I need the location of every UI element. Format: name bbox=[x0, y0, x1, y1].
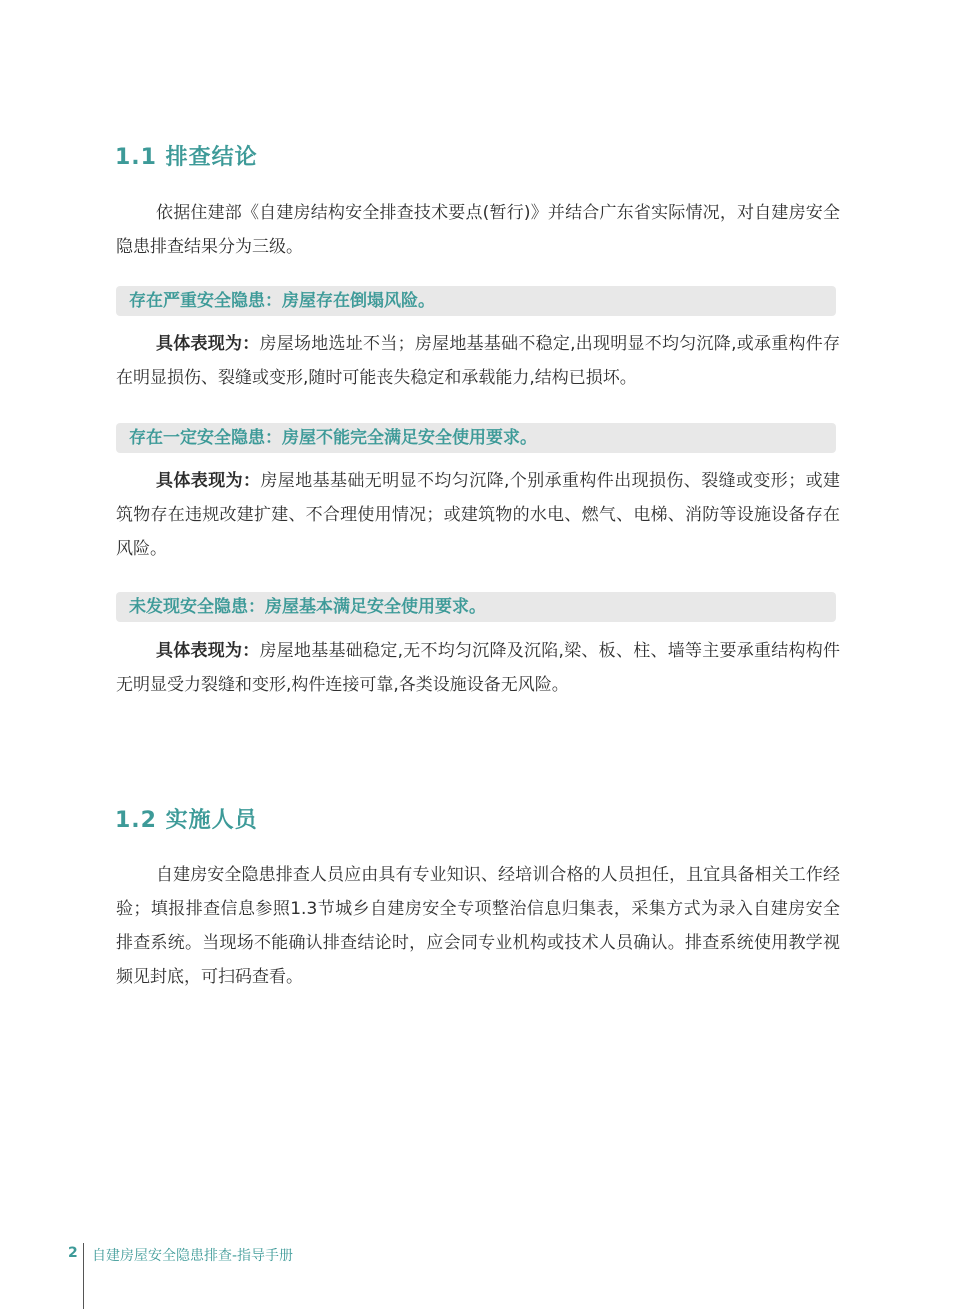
level-2-text: 房屋地基基础无明显不均匀沉降,个别承重构件出现损伤、裂缝或变形；或建筑物存在违规改建扩建、不合理使用情况；或建筑物的水电、燃气、电梯、消防等设施设备存在风险。 bbox=[116, 471, 841, 559]
footer-divider bbox=[83, 1243, 84, 1309]
footer-title: 自建房屋安全隐患排查-指导手册 bbox=[92, 1248, 294, 1264]
section-1-intro: 依据住建部《自建房结构安全排查技术要点(暂行)》并结合广东省实际情况，对自建房安全隐患排查结果分为三级。 bbox=[116, 203, 840, 257]
section-2-text: 自建房安全隐患排查人员应由具有专业知识、经培训合格的人员担任，且宜具备相关工作经验；填报排查信息参照1.3节城乡自建房安全专项整治信息归集表，采集方式为录入自建房安全排查系统。当现场不能确认排查结论时，应会同专业机构或技术人员确认。排查系统使用教学视频见封底，可扫码查看。 bbox=[116, 865, 840, 987]
level-3-description bbox=[116, 634, 840, 702]
level-2-description bbox=[116, 464, 840, 566]
level-2-label: 具体表现为： bbox=[156, 471, 261, 491]
level-1-text: 房屋场地选址不当；房屋地基基础不稳定,出现明显不均匀沉降,或承重构件存在明显损伤、裂缝或变形,随时可能丧失稳定和承载能力,结构已损坏。 bbox=[116, 334, 840, 388]
level-3-text: 房屋地基基础稳定,无不均匀沉降及沉陷,梁、板、柱、墙等主要承重结构构件无明显受力裂缝和变形,构件连接可靠,各类设施设备无风险。 bbox=[116, 641, 840, 695]
level-3-banner: 未发现安全隐患：房屋基本满足安全使用要求。 bbox=[116, 592, 836, 622]
level-1-description bbox=[116, 327, 840, 395]
section-1-heading: 1.1 排查结论 bbox=[115, 145, 258, 170]
level-1-label: 具体表现为： bbox=[156, 334, 260, 354]
level-2-banner: 存在一定安全隐患：房屋不能完全满足安全使用要求。 bbox=[116, 423, 836, 453]
level-1-banner: 存在严重安全隐患：房屋存在倒塌风险。 bbox=[116, 286, 836, 316]
level-3-label: 具体表现为： bbox=[156, 641, 260, 661]
section-2-heading: 1.2 实施人员 bbox=[115, 808, 258, 833]
page-number: 2 bbox=[68, 1245, 78, 1261]
